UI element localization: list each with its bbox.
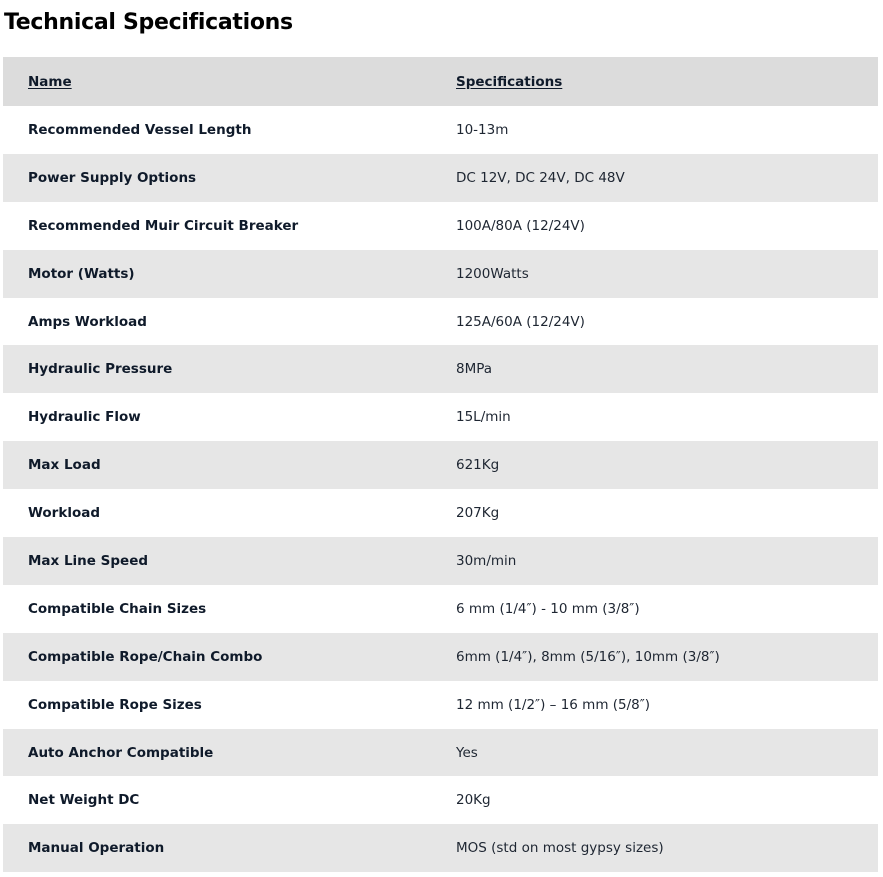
table-row — [3, 633, 878, 681]
row-spec: 20Kg — [456, 792, 491, 809]
row-spec: 1200Watts — [456, 265, 529, 282]
table-row — [3, 154, 878, 202]
table-row — [3, 298, 878, 346]
row-spec: Yes — [456, 744, 478, 761]
row-spec: 8MPa — [456, 361, 493, 378]
row-spec: 207Kg — [456, 505, 500, 522]
table-row — [3, 489, 878, 537]
row-name: Compatible Rope Sizes — [28, 696, 202, 713]
row-spec: DC 12V, DC 24V, DC 48V — [456, 169, 625, 186]
table-row — [3, 585, 878, 633]
row-name: Workload — [28, 505, 100, 522]
row-name: Net Weight DC — [28, 792, 140, 809]
row-name: Power Supply Options — [28, 169, 197, 186]
row-spec: 6mm (1/4″), 8mm (5/16″), 10mm (3/8″) — [456, 648, 720, 665]
spec-table — [3, 57, 878, 872]
table-row — [3, 537, 878, 585]
row-spec: 30m/min — [456, 552, 517, 569]
table-row — [3, 441, 878, 489]
row-spec: 100A/80A (12/24V) — [456, 217, 585, 234]
page-title: Technical Specifications — [4, 10, 293, 35]
row-name: Compatible Rope/Chain Combo — [28, 648, 263, 665]
table-row — [3, 393, 878, 441]
row-name: Auto Anchor Compatible — [28, 744, 214, 761]
row-spec: 12 mm (1/2″) – 16 mm (5/8″) — [456, 696, 651, 713]
table-row — [3, 106, 878, 154]
table-row — [3, 681, 878, 729]
row-spec: 621Kg — [456, 457, 500, 474]
row-name: Max Line Speed — [28, 552, 149, 569]
row-name: Compatible Chain Sizes — [28, 600, 207, 617]
table-row — [3, 345, 878, 393]
row-spec: 15L/min — [456, 409, 511, 426]
table-header-row — [3, 57, 878, 106]
row-spec: MOS (std on most gypsy sizes) — [456, 840, 664, 857]
row-name: Hydraulic Pressure — [28, 361, 173, 378]
row-name: Amps Workload — [28, 313, 147, 330]
row-name: Recommended Muir Circuit Breaker — [28, 217, 299, 234]
row-name: Max Load — [28, 457, 101, 474]
row-name: Hydraulic Flow — [28, 409, 141, 426]
table-row — [3, 776, 878, 824]
table-row — [3, 824, 878, 872]
table-row — [3, 729, 878, 777]
row-spec: 125A/60A (12/24V) — [456, 313, 585, 330]
row-spec: 10-13m — [456, 121, 509, 138]
row-name: Manual Operation — [28, 840, 165, 857]
header-name: Name — [28, 73, 72, 90]
row-name: Motor (Watts) — [28, 265, 135, 282]
row-spec: 6 mm (1/4″) - 10 mm (3/8″) — [456, 600, 640, 617]
table-row — [3, 250, 878, 298]
row-name: Recommended Vessel Length — [28, 121, 252, 138]
table-row — [3, 202, 878, 250]
header-specifications: Specifications — [456, 73, 563, 90]
